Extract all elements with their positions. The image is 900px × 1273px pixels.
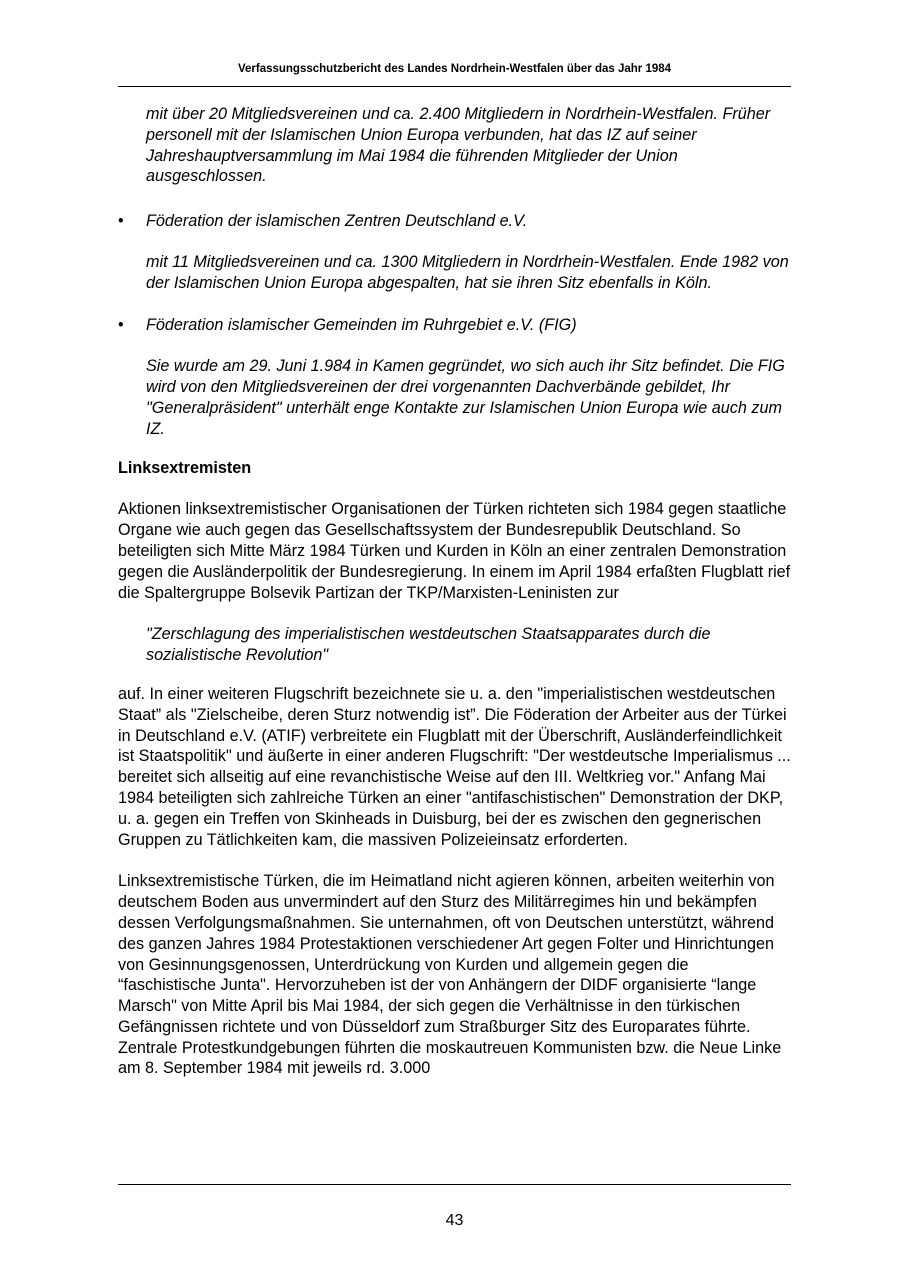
bullet-item-fig xyxy=(118,315,791,336)
header-rule xyxy=(118,86,791,87)
bullet-title: Föderation der islamischen Zentren Deutschland e.V. xyxy=(146,212,528,231)
bullet-description: Sie wurde am 29. Juni 1.984 in Kamen gegründet, wo sich auch ihr Sitz befindet. Die FIG wird von den Mitgliedsvereinen der drei vorgenannten Dachverbände gebildet, Ihr "Generalpräsident" unterhält enge Kontakte zur Islamischen Union Europa wie auch zum IZ. xyxy=(146,357,785,438)
bullet-icon: • xyxy=(118,315,124,334)
footer-rule xyxy=(118,1184,791,1185)
page-content xyxy=(118,104,791,1079)
section-heading: Linksextremisten xyxy=(118,458,252,477)
page-number: 43 xyxy=(445,1212,464,1229)
body-paragraph-3: Linksextremistische Türken, die im Heimatland nicht agieren können, arbeiten weiterhin von deutschem Boden aus unvermindert auf den Sturz des Militärregimes hin und bekämpfen dessen Verfolgungsmaßnahmen. Sie unternahmen, oft von Deutschen unterstützt, während des ganzen Jahres 1984 Protestaktionen verschiedener Art gegen Folter und Hinrichtungen von Gesinnungsgenossen, Unterdrückung von Kurden und allgemein gegen die “faschistische Junta". Hervorzuheben ist der von Anhängern der DIDF organisierte “lange Marsch" von Mitte April bis Mai 1984, der sich gegen die Verhältnisse in den türkischen Gefängnissen richtete und von Düsseldorf zum Straßburger Sitz des Europarates führte. Zentrale Protestkundgebungen führten die moskautreuen Kommunisten bzw. die Neue Linke am 8. September 1984 mit jeweils rd. 3.000 xyxy=(118,872,782,1078)
bullet-icon: • xyxy=(118,212,124,231)
intro-paragraph: mit über 20 Mitgliedsvereinen und ca. 2.400 Mitgliedern in Nordrhein-Westfalen. Früher personell mit der Islamischen Union Europa verbunden, hat das IZ auf seiner Jahreshauptversammlung im Mai 1984 die führenden Mitglieder der Union ausgeschlossen. xyxy=(146,105,771,186)
body-paragraph-1: Aktionen linksextremistischer Organisationen der Türken richteten sich 1984 gegen staatliche Organe wie auch gegen das Gesellschaftssystem der Bundesrepublik Deutschland. So beteiligten sich Mitte März 1984 Türken und Kurden in Köln an einer zentralen Demonstration gegen die Ausländerpolitik der Bundesregierung. In einem im April 1984 erfaßten Flugblatt rief die Spaltergruppe Bolsevik Partizan der TKP/Marxisten-Leninisten zur xyxy=(118,500,791,602)
block-quote: "Zerschlagung des imperialistischen westdeutschen Staatsapparates durch die sozialistische Revolution" xyxy=(146,625,711,665)
page-header: Verfassungsschutzbericht des Landes Nordrhein-Westfalen über das Jahr 1984 xyxy=(237,63,672,75)
body-paragraph-2: auf. In einer weiteren Flugschrift bezeichnete sie u. a. den "imperialistischen westdeutschen Staat” als "Zielscheibe, deren Sturz notwendig ist”. Die Föderation der Arbeiter aus der Türkei in Deutschland e.V. (ATIF) verbreitete ein Flugblatt mit der Überschrift, Ausländerfeindlichkeit ist Staatspolitik" und äußerte in einer anderen Flugschrift: "Der westdeutsche Imperialismus ... bereitet sich allseitig auf eine revanchistische Weise auf den III. Weltkrieg vor." Anfang Mai 1984 beteiligten sich zahlreiche Türken an einer "antifaschistischen" Demonstration der DKP, u. a. gegen ein Treffen von Skinheads in Duisburg, bei der es zwischen den gegnerischen Gruppen zu Tätlichkeiten kam, die massiven Polizeieinsatz erforderten. xyxy=(118,684,791,849)
bullet-title: Föderation islamischer Gemeinden im Ruhrgebiet e.V. (FIG) xyxy=(146,315,577,334)
bullet-description: mit 11 Mitgliedsvereinen und ca. 1300 Mitgliedern in Nordrhein-Westfalen. Ende 1982 von der Islamischen Union Europa abgespalten, hat sie ihren Sitz ebenfalls in Köln. xyxy=(146,252,789,292)
bullet-item-fiz xyxy=(118,211,791,232)
